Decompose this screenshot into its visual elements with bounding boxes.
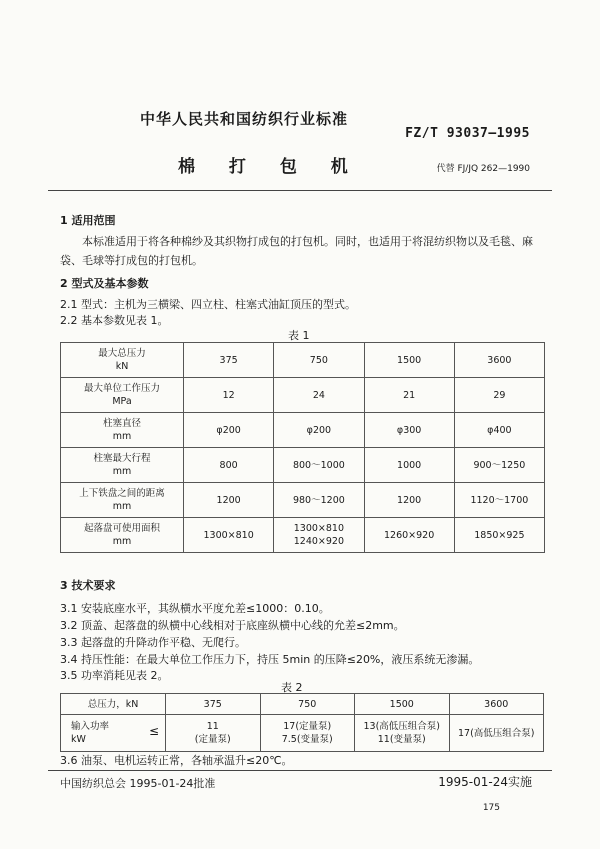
table-row [61, 518, 545, 553]
clause-2-1: 2.1 型式：主机为三横梁、四立柱、柱塞式油缸顶压的型式。 [60, 298, 356, 311]
table-cell [166, 715, 261, 752]
less-equal-symbol: ≤ [148, 724, 159, 738]
clause-3-1: 3.1 安装底座水平，其纵横水平度允差≤1000：0.10。 [60, 602, 330, 615]
table-row [61, 378, 545, 413]
clause-3-5: 3.5 功率消耗见表 2。 [60, 669, 169, 682]
cell-line: 1300×810 [293, 523, 345, 534]
clause-3-3: 3.3 起落盘的升降动作平稳、无爬行。 [60, 636, 246, 649]
row-label-name: 最大总压力 [98, 348, 146, 359]
table-cell: 29 [454, 378, 544, 413]
table-2-caption: 表 2 [281, 681, 303, 694]
table-cell: 12 [184, 378, 274, 413]
row-label-name: 最大单位工作压力 [83, 383, 160, 394]
table-cell [355, 715, 450, 752]
row-label-unit: kW [71, 734, 86, 745]
table-cell: 1260×920 [364, 518, 454, 553]
table-cell: 1500 [364, 343, 454, 378]
table-cell: 3600 [454, 343, 544, 378]
row-label [61, 413, 184, 448]
approval-date: 中国纺织总会 1995-01-24批准 [60, 777, 216, 790]
table-cell: 17(高低压组合泵) [449, 715, 544, 752]
table-row [61, 413, 545, 448]
table-cell: 375 [166, 694, 261, 715]
effective-date: 1995-01-24实施 [438, 775, 532, 789]
row-label-name: 上下铁盘之间的距离 [79, 488, 165, 499]
row-label [61, 518, 184, 553]
cell-line: 11 [206, 721, 219, 732]
cell-line: 17(定量泵) [283, 721, 332, 732]
row-label-unit: mm [112, 431, 132, 442]
table-cell: 1300×810 [184, 518, 274, 553]
replaces-note: 代替 FJ/JQ 262—1990 [436, 164, 530, 174]
table-cell: φ400 [454, 413, 544, 448]
table-cell: φ200 [274, 413, 364, 448]
footer-divider [48, 770, 552, 771]
cell-line: 13(高低压组合泵) [363, 721, 440, 732]
table-cell: 1500 [355, 694, 450, 715]
table-cell: 24 [274, 378, 364, 413]
table-2 [60, 693, 544, 752]
row-label [61, 448, 184, 483]
table-cell: φ200 [184, 413, 274, 448]
table-row [61, 343, 545, 378]
standard-code: FZ/T 93037—1995 [405, 126, 530, 141]
table-cell [274, 518, 364, 553]
clause-3-4: 3.4 持压性能：在最大单位工作压力下，持压 5min 的压降≤20%，液压系统无渗漏。 [60, 653, 480, 666]
table-cell: φ300 [364, 413, 454, 448]
row-label-name: 柱塞直径 [102, 418, 141, 429]
section-2-heading: 2 型式及基本参数 [60, 277, 149, 290]
table-cell: 900～1250 [454, 448, 544, 483]
table-cell: 800～1000 [274, 448, 364, 483]
row-label-name: 输入功率 [71, 721, 110, 732]
table-cell: 750 [274, 343, 364, 378]
table-cell: 375 [184, 343, 274, 378]
clause-3-2: 3.2 顶盖、起落盘的纵横中心线相对于底座纵横中心线的允差≤2mm。 [60, 619, 405, 632]
table-cell: 3600 [449, 694, 544, 715]
row-label [61, 483, 184, 518]
table-cell: 1120～1700 [454, 483, 544, 518]
table-cell [260, 715, 355, 752]
page-number: 175 [482, 803, 500, 813]
table-header-row [61, 694, 544, 715]
section-3-heading: 3 技术要求 [60, 579, 116, 592]
row-label-unit: mm [112, 536, 132, 547]
table-cell: 21 [364, 378, 454, 413]
table-1 [60, 342, 545, 553]
table-cell: 800 [184, 448, 274, 483]
table-1-caption: 表 1 [288, 329, 310, 342]
table-cell: 980～1200 [274, 483, 364, 518]
row-label-unit: MPa [112, 396, 132, 407]
clause-3-6: 3.6 油泵、电机运转正常，各轴承温升≤20℃。 [60, 754, 293, 767]
cell-line: 1240×920 [293, 536, 345, 547]
table-row [61, 715, 544, 752]
row-label [61, 378, 184, 413]
table-row [61, 448, 545, 483]
table-cell: 1850×925 [454, 518, 544, 553]
section-1-heading: 1 适用范围 [60, 214, 116, 227]
clause-2-2: 2.2 基本参数见表 1。 [60, 314, 169, 327]
table-cell: 1200 [364, 483, 454, 518]
cell-line: 11(变量泵) [377, 734, 426, 745]
row-label-unit: mm [112, 501, 132, 512]
section-1-text: 本标准适用于将各种棉纱及其织物打成包的打包机。同时，也适用于将混纺织物以及毛毯、麻袋、毛球等打成包的打包机。 [60, 235, 533, 267]
row-label-unit: mm [112, 466, 132, 477]
document-title: 棉 打 包 机 [178, 157, 362, 177]
cell-line: 7.5(变量泵) [281, 734, 333, 745]
header-divider [48, 190, 552, 191]
row-label-name: 柱塞最大行程 [93, 453, 151, 464]
row-label [61, 343, 184, 378]
row-label-unit: kN [115, 361, 129, 372]
row-label-name: 起落盘可使用面积 [83, 523, 160, 534]
row-label: 总压力，kN [61, 694, 166, 715]
table-cell: 1200 [184, 483, 274, 518]
issuing-organization: 中华人民共和国纺织行业标准 [140, 110, 349, 128]
row-label [61, 715, 166, 752]
table-row [61, 483, 545, 518]
table-cell: 750 [260, 694, 355, 715]
cell-line: (定量泵) [194, 734, 231, 745]
table-cell: 1000 [364, 448, 454, 483]
